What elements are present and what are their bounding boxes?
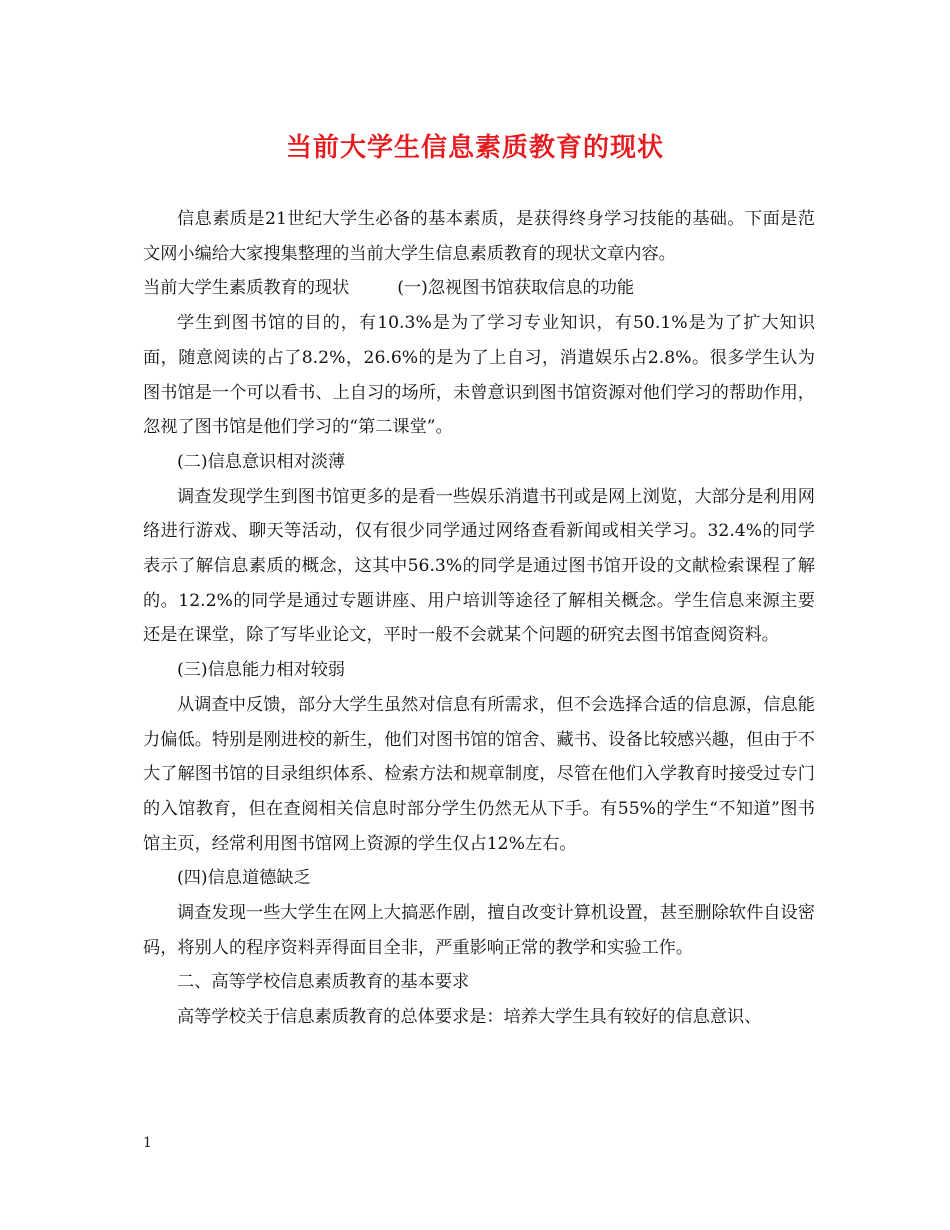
section-heading-left: 当前大学生素质教育的现状 bbox=[143, 278, 350, 299]
document-title: 当前大学生信息素质教育的现状 bbox=[285, 133, 664, 163]
subheading-ability: (三)信息能力相对较弱 bbox=[177, 660, 346, 681]
section-heading-requirements: 二、高等学校信息素质教育的基本要求 bbox=[177, 972, 470, 993]
page-number: 1 bbox=[143, 1135, 152, 1151]
subheading-ethics: (四)信息道德缺乏 bbox=[177, 868, 311, 889]
section-heading-line bbox=[143, 271, 815, 306]
section-heading-right: (一)忽视图书馆获取信息的功能 bbox=[397, 278, 635, 299]
paragraph-library-purpose: 学生到图书馆的目的，有10.3%是为了学习专业知识，有50.1%是为了扩大知识面，随意阅读的占了8.2%，26.6%的是为了上自习，消遣娱乐占2.8%。很多学生认为图书馆是一个可以看书、上自习的场所，未曾意识到图书馆资源对他们学习的帮助作用，忽视了图书馆是他们学习的“第二课堂”。 bbox=[143, 313, 815, 438]
paragraph-ability: 从调查中反馈，部分大学生虽然对信息有所需求，但不会选择合适的信息源，信息能力偏低。特别是刚进校的新生，他们对图书馆的馆舍、藏书、设备比较感兴趣，但由于不大了解图书馆的目录组织体系、检索方法和规章制度，尽管在他们入学教育时接受过专门的入馆教育，但在查阅相关信息时部分学生仍然无从下手。有55%的学生“不知道”图书馆主页，经常利用图书馆网上资源的学生仅占12%左右。 bbox=[143, 694, 815, 854]
paragraph-ethics: 调查发现一些大学生在网上大搞恶作剧，擅自改变计算机设置，甚至删除软件自设密码，将别人的程序资料弄得面目全非，严重影响正常的教学和实验工作。 bbox=[143, 903, 815, 958]
intro-paragraph: 信息素质是21世纪大学生必备的基本素质，是获得终身学习技能的基础。下面是范文网小编给大家搜集整理的当前大学生信息素质教育的现状文章内容。 bbox=[143, 209, 815, 264]
subheading-awareness: (二)信息意识相对淡薄 bbox=[177, 451, 346, 472]
paragraph-requirements: 高等学校关于信息素质教育的总体要求是：培养大学生具有较好的信息意识、 bbox=[177, 1007, 762, 1028]
document-body bbox=[143, 202, 815, 1035]
paragraph-awareness: 调查发现学生到图书馆更多的是看一些娱乐消遣书刊或是网上浏览，大部分是利用网络进行游戏、聊天等活动，仅有很少同学通过网络查看新闻或相关学习。32.4%的同学表示了解信息素质的概念，这其中56.3%的同学是通过图书馆开设的文献检索课程了解的。12.2%的同学是通过专题讲座、用户培训等途径了解相关概念。学生信息来源主要还是在课堂，除了写毕业论文，平时一般不会就某个问题的研究去图书馆查阅资料。 bbox=[143, 486, 815, 646]
